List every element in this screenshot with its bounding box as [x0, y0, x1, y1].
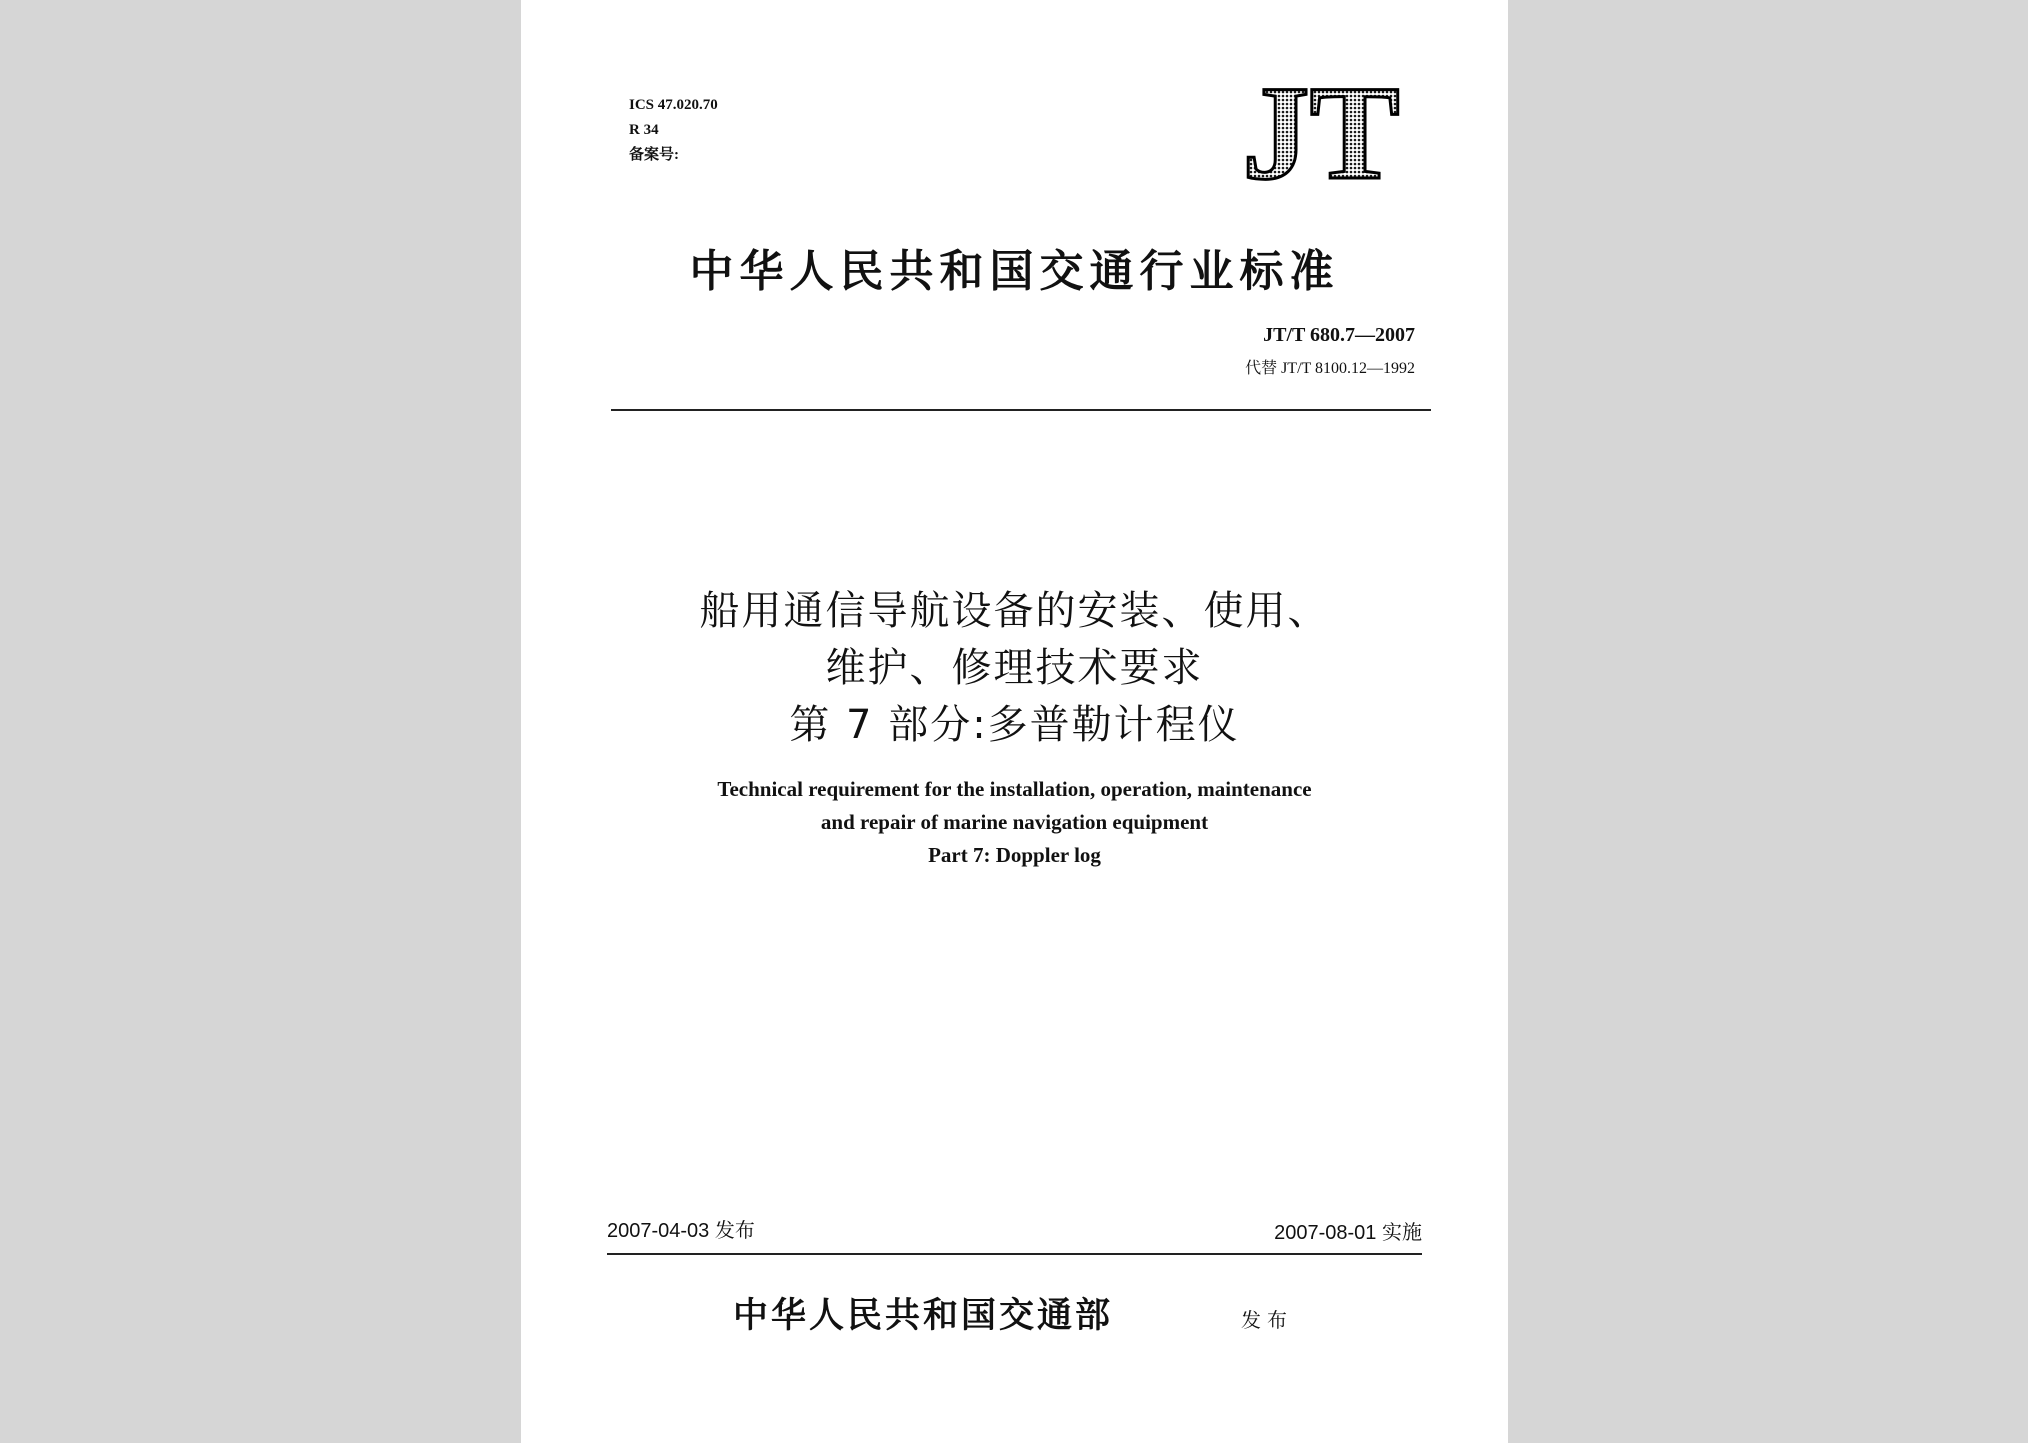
ics-code: ICS 47.020.70: [629, 97, 718, 113]
document-page: [521, 0, 1508, 1443]
english-title-line: Technical requirement for the installation, operation, maintenance: [717, 777, 1312, 801]
replaces-standard: 代替 JT/T 8100.12—1992: [1245, 360, 1415, 377]
publisher-name: 中华人民共和国交通部: [733, 1295, 1114, 1336]
jt-logo-icon: [1221, 66, 1421, 196]
chinese-title-line: 船用通信导航设备的安装、使用、: [699, 588, 1330, 634]
english-title-line: and repair of marine navigation equipment: [820, 810, 1209, 834]
organization-title: 中华人民共和国交通行业标准: [689, 246, 1340, 297]
issue-date: 2007-04-03 发布: [607, 1220, 755, 1242]
chinese-title-line: 维护、修理技术要求: [825, 645, 1204, 691]
standard-number: JT/T 680.7—2007: [1263, 324, 1415, 346]
effective-date: 2007-08-01 实施: [1274, 1222, 1422, 1244]
english-title: [521, 773, 1508, 872]
chinese-title: [521, 583, 1508, 754]
record-number: 备案号:: [629, 147, 679, 163]
publish-label: 发布: [1241, 1308, 1293, 1332]
footer-divider: [607, 1253, 1422, 1255]
classification-block: [629, 93, 718, 168]
jt-logo-text: JT: [1242, 66, 1400, 196]
english-title-line: Part 7: Doppler log: [928, 843, 1101, 867]
header-divider: [611, 409, 1431, 411]
chinese-title-line: 第 7 部分:多普勒计程仪: [789, 702, 1240, 748]
class-code: R 34: [629, 122, 659, 138]
